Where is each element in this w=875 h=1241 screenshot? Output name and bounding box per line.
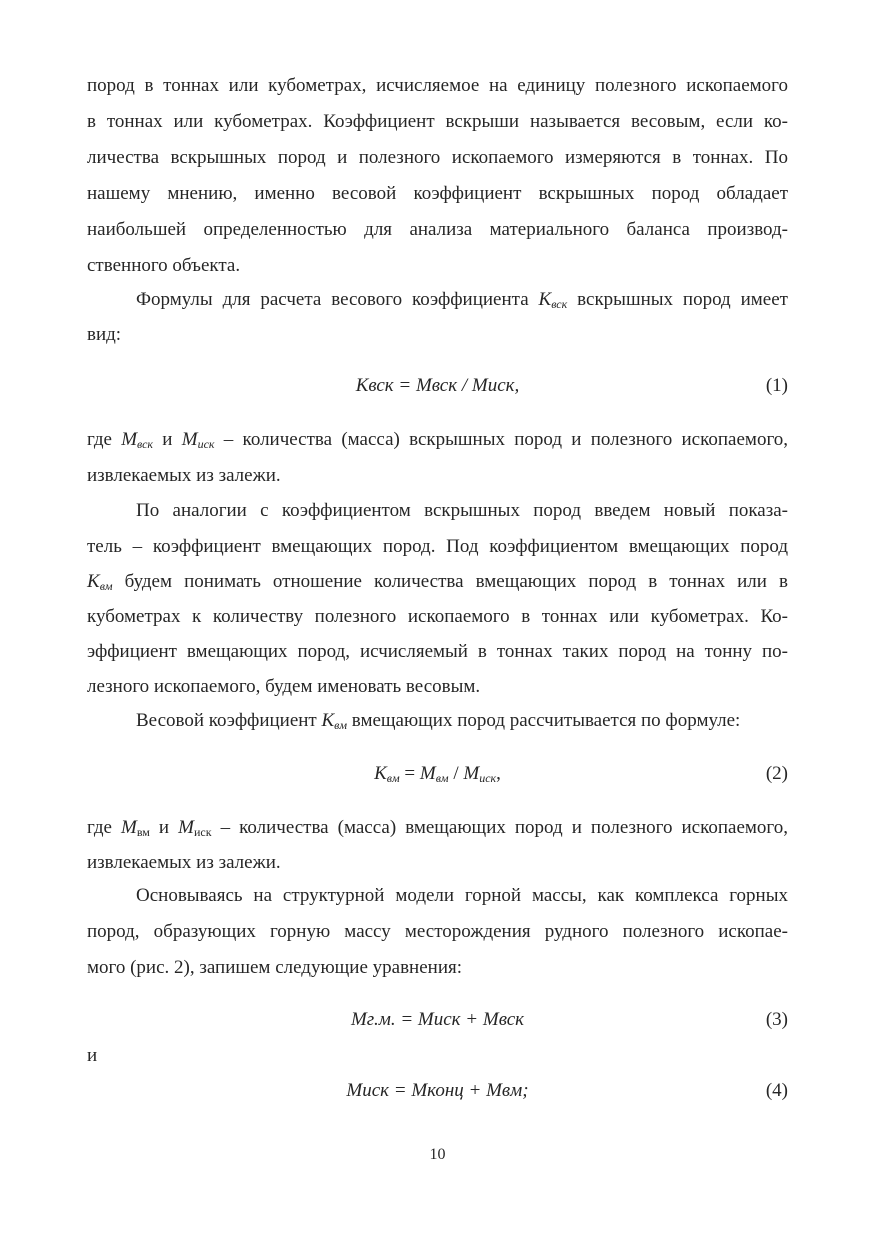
text-line: Основываясь на структурной модели горной массы, как комплекса горных <box>136 885 788 906</box>
text-line: извлекаемых из залежи. <box>87 465 281 486</box>
text-line: $K_{вм}$ будем понимать отношение количества вмещающих пород в тоннах или в <box>87 571 788 593</box>
text-line: личества вскрышных пород и полезного ископаемого измеряются в тоннах. По <box>87 147 788 168</box>
text-line: Формулы для расчета весового коэффициента $K_{вск}$ вскрышных пород имеет <box>136 289 788 311</box>
text-line: где $M_{вск}$ и $M_{иск}$ – количества (масса) вскрышных пород и полезного ископаемого, <box>87 429 789 451</box>
text-line: где $M_{вм}$ и $M_{иск}$ – количества (масса) вмещающих пород и полезного ископаемого, <box>87 817 788 839</box>
formula-expression: Квск = Мвск / Миск, <box>355 375 520 396</box>
equation-number: (3) <box>765 1009 788 1030</box>
equation-number: (4) <box>765 1080 788 1101</box>
text-line: нашему мнению, именно весовой коэффициент вскрышных пород обладает <box>87 183 788 204</box>
text-line: По аналогии с коэффициентом вскрышных пород введем новый показа- <box>136 500 788 521</box>
formula-expression: $K_{вм} = M_{вм} / M_{иск}$, <box>374 763 501 785</box>
equation-number: (1) <box>765 375 788 396</box>
text-line: пород в тоннах или кубометрах, исчисляемое на единицу полезного ископаемого <box>87 75 788 96</box>
text-line: извлекаемых из залежи. <box>87 852 281 873</box>
text-line: ственного объекта. <box>87 255 241 276</box>
text-line: пород, образующих горную массу месторождения рудного полезного ископае- <box>87 921 788 942</box>
text-line: в тоннах или кубометрах. Коэффициент вскрыши называется весовым, если ко- <box>87 111 788 132</box>
formula-2 <box>87 760 788 788</box>
text-line: эффициент вмещающих пород, исчисляемый в тоннах таких пород на тонну по- <box>87 641 788 662</box>
text-line: вид: <box>87 324 122 345</box>
formula-1 <box>87 372 788 400</box>
formula-4 <box>87 1077 788 1105</box>
text-line: кубометрах к количеству полезного ископаемого в тоннах или кубометрах. Ко- <box>87 606 788 627</box>
text-line: лезного ископаемого, будем именовать весовым. <box>87 676 481 697</box>
equation-number: (2) <box>765 763 788 784</box>
text-line: наибольшей определенностью для анализа материального баланса производ- <box>87 219 788 240</box>
text-line: мого (рис. 2), запишем следующие уравнения: <box>87 957 463 978</box>
formula-3 <box>87 1006 788 1034</box>
formula-expression: Мг.м. = Миск + Мвск <box>350 1009 525 1030</box>
conjunction-text: и <box>87 1045 98 1066</box>
page-number: 10 <box>429 1146 446 1163</box>
text-line: тель – коэффициент вмещающих пород. Под коэффициентом вмещающих пород <box>87 536 788 557</box>
formula-expression: Миск = Мконц + Мвм; <box>346 1080 529 1101</box>
text-line: Весовой коэффициент $K_{вм}$ вмещающих пород рассчитывается по формуле: <box>136 710 741 732</box>
